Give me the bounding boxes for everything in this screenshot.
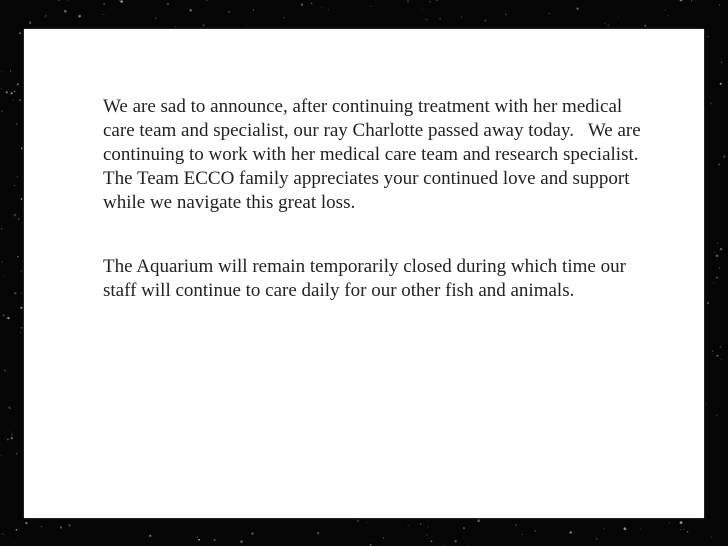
statement-sheet [24,29,704,518]
statement-paragraph-1: We are sad to announce, after continuing treatment with her medical care team and specialist, our ray Charlotte passed away today. We are continuing to work with her medical care team and research specialist. The Team ECCO family appreciates your continued love and support while we navigate this great loss. [103,96,646,213]
statement-paragraph-2: The Aquarium will remain temporarily closed during which time our staff will continue to care daily for our other fish and animals. [103,256,631,301]
statement-text [103,95,646,343]
